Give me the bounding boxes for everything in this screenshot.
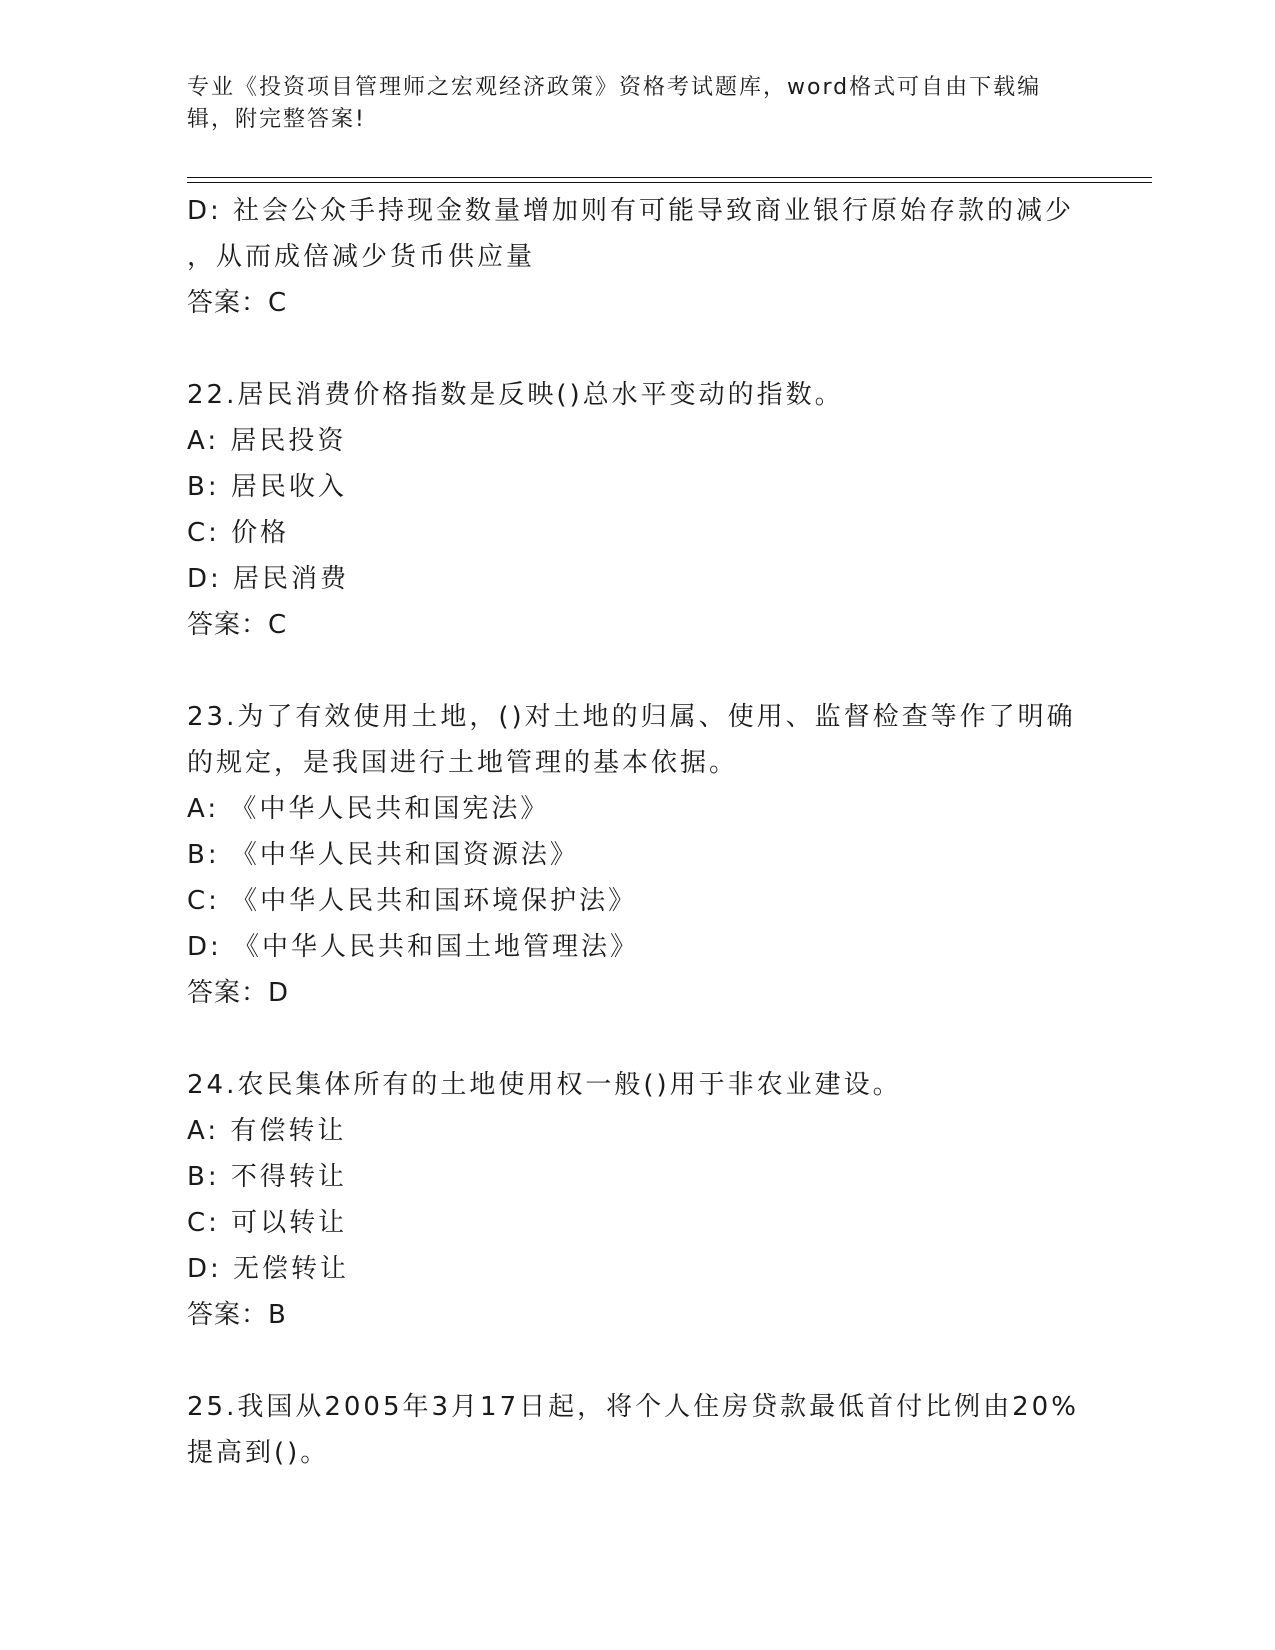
question-stem: 24.农民集体所有的土地使用权一般()用于非农业建设。 [187,1070,902,1100]
option-d: D: 居民消费 [187,564,350,594]
question-stem-line-1: 23.为了有效使用土地，()对土地的归属、使用、监督检查等作了明确 [187,702,1076,732]
header-divider-top [187,177,1152,178]
option-b: B: 居民收入 [187,472,347,502]
header-divider-bottom [187,182,1152,183]
header-line-1: 专业《投资项目管理师之宏观经济政策》资格考试题库，word格式可自由下载编 [187,75,1042,100]
question-stem-line-2: 提高到()。 [187,1438,330,1468]
option-a: A: 居民投资 [187,426,347,456]
answer: 答案：C [187,288,288,318]
question-stem: 22.居民消费价格指数是反映()总水平变动的指数。 [187,380,844,410]
document-body [187,188,1087,1476]
question-stem-line-2: 的规定，是我国进行土地管理的基本依据。 [187,748,739,778]
option-d: D: 无偿转让 [187,1254,350,1284]
option-b: B: 不得转让 [187,1162,347,1192]
header-line-2: 辑，附完整答案! [187,107,366,132]
option-d-line-2: ，从而成倍减少货币供应量 [187,242,536,272]
answer: 答案：D [187,978,290,1008]
answer: 答案：C [187,610,288,640]
option-d-line-1: D: 社会公众手持现金数量增加则有可能导致商业银行原始存款的减少 [187,196,1075,226]
option-c: C: 可以转让 [187,1208,348,1238]
spacer [187,326,1087,372]
answer: 答案：B [187,1300,287,1330]
option-c: C: 《中华人民共和国环境保护法》 [187,886,638,916]
question-23 [187,694,1087,1016]
option-a: A: 有偿转让 [187,1116,347,1146]
spacer [187,1016,1087,1062]
spacer [187,1338,1087,1384]
question-21-tail [187,188,1087,326]
document-header [187,72,1067,136]
question-22 [187,372,1087,648]
question-25 [187,1384,1087,1476]
question-24 [187,1062,1087,1338]
option-b: B: 《中华人民共和国资源法》 [187,840,579,870]
option-c: C: 价格 [187,518,290,548]
option-a: A: 《中华人民共和国宪法》 [187,794,550,824]
spacer [187,648,1087,694]
option-d: D: 《中华人民共和国土地管理法》 [187,932,640,962]
question-stem-line-1: 25.我国从2005年3月17日起，将个人住房贷款最低首付比例由20% [187,1392,1079,1422]
